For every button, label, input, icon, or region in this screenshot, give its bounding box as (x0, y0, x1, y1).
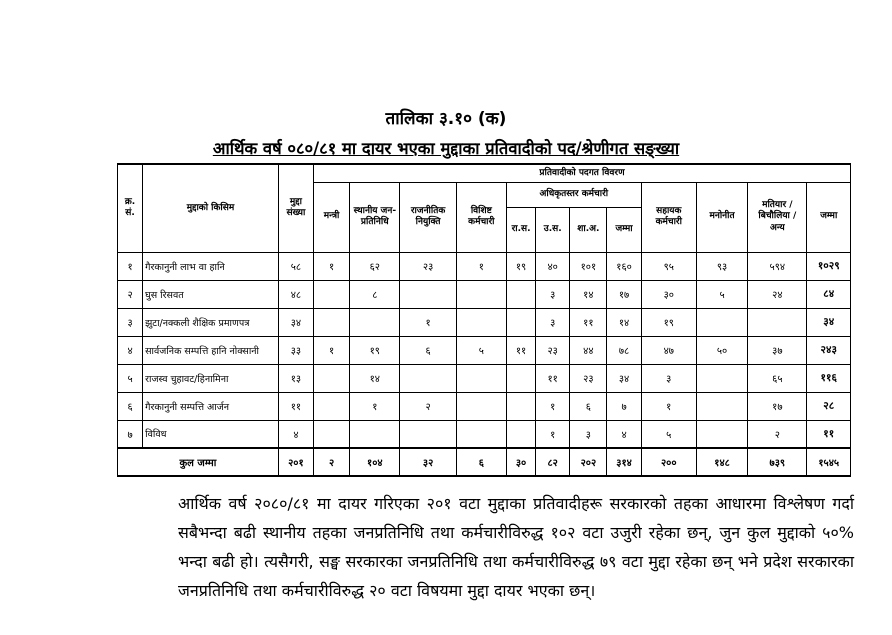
cell-others: ५९४ (748, 252, 807, 280)
cell-nominated: ९३ (696, 252, 747, 280)
cell-assistant: ४७ (641, 336, 696, 364)
cell-nominated (696, 392, 747, 420)
cell-assistant: ९५ (641, 252, 696, 280)
cell-officer-total: ३४ (607, 364, 641, 392)
cell-total: ८४ (807, 280, 851, 308)
cell-type: घुस रिसवत (143, 280, 279, 308)
cell-assistant: ५ (641, 420, 696, 448)
cell-special (456, 420, 506, 448)
header-local-rep: स्थानीय जन-प्रतिनिधि (350, 182, 400, 252)
cell-so: ६ (570, 392, 607, 420)
total-special: ६ (456, 448, 506, 476)
table-row (118, 392, 851, 420)
total-nominated: १४८ (696, 448, 747, 476)
header-case-type: मुद्दाको किसिम (143, 164, 279, 252)
header-minister: मन्त्री (314, 182, 350, 252)
cell-special (456, 392, 506, 420)
cell-political (400, 420, 456, 448)
cell-political (400, 364, 456, 392)
cell-sn: ५ (118, 364, 143, 392)
cell-ss (506, 364, 535, 392)
cell-special (456, 280, 506, 308)
total-local: १०४ (350, 448, 400, 476)
cell-ss: ११ (506, 336, 535, 364)
cell-ss (506, 308, 535, 336)
cell-minister (314, 392, 350, 420)
header-others: मतियार / बिचौलिया / अन्य (748, 182, 807, 252)
cell-others: २ (748, 420, 807, 448)
cell-local: ६२ (350, 252, 400, 280)
header-case-count: मुद्दा संख्या (278, 164, 313, 252)
defendant-table (117, 163, 851, 477)
header-defendant-details: प्रतिवादीको पदगत विवरण (314, 164, 851, 182)
total-officer-total: ३१४ (607, 448, 641, 476)
cell-minister: १ (314, 336, 350, 364)
cell-officer-total: १४ (607, 308, 641, 336)
cell-total: २४३ (807, 336, 851, 364)
header-officer-total: जम्मा (607, 207, 641, 252)
cell-local (350, 420, 400, 448)
cell-us: ११ (536, 364, 570, 392)
table-subtitle: आर्थिक वर्ष ०८०/८१ मा दायर भएका मुद्दाका प्रतिवादीको पद/श्रेणीगत सङ्ख्या (212, 139, 680, 158)
cell-nominated: ५ (696, 280, 747, 308)
table-row (118, 420, 851, 448)
header-officer-staff: अधिकृतस्तर कर्मचारी (506, 182, 641, 207)
header-so: शा.अ. (570, 207, 607, 252)
total-minister: २ (314, 448, 350, 476)
cell-count: ४ (278, 420, 313, 448)
cell-us: ३ (536, 308, 570, 336)
cell-sn: ७ (118, 420, 143, 448)
cell-political: १ (400, 308, 456, 336)
cell-count: १३ (278, 364, 313, 392)
table-row (118, 336, 851, 364)
cell-special (456, 364, 506, 392)
total-political: ३२ (400, 448, 456, 476)
cell-ss (506, 392, 535, 420)
cell-political: २ (400, 392, 456, 420)
total-us: ८२ (536, 448, 570, 476)
cell-total: ३४ (807, 308, 851, 336)
cell-local: १ (350, 392, 400, 420)
cell-minister (314, 420, 350, 448)
cell-sn: ३ (118, 308, 143, 336)
cell-count: ३३ (278, 336, 313, 364)
total-so: २०२ (570, 448, 607, 476)
cell-others: ३७ (748, 336, 807, 364)
header-total: जम्मा (807, 182, 851, 252)
cell-local: १९ (350, 336, 400, 364)
cell-us: १ (536, 420, 570, 448)
cell-sn: ४ (118, 336, 143, 364)
cell-so: ३ (570, 420, 607, 448)
cell-count: ३४ (278, 308, 313, 336)
cell-nominated (696, 420, 747, 448)
cell-ss (506, 280, 535, 308)
cell-us: १ (536, 392, 570, 420)
cell-assistant: ३ (641, 364, 696, 392)
table-row (118, 364, 851, 392)
cell-assistant: १९ (641, 308, 696, 336)
cell-type: सार्वजनिक सम्पत्ति हानि नोक्सानी (143, 336, 279, 364)
total-row (118, 448, 851, 476)
cell-sn: २ (118, 280, 143, 308)
table-row (118, 308, 851, 336)
header-political-appt: राजनीतिक नियुक्ति (400, 182, 456, 252)
cell-assistant: ३० (641, 280, 696, 308)
cell-officer-total: १६० (607, 252, 641, 280)
cell-special: १ (456, 252, 506, 280)
cell-type: गैरकानुनी लाभ वा हानि (143, 252, 279, 280)
cell-type: विविध (143, 420, 279, 448)
cell-us: ३ (536, 280, 570, 308)
total-label: कुल जम्मा (118, 448, 279, 476)
cell-nominated: ५० (696, 336, 747, 364)
cell-so: ४४ (570, 336, 607, 364)
cell-others: १७ (748, 392, 807, 420)
table-row (118, 280, 851, 308)
cell-count: ४८ (278, 280, 313, 308)
total-grand: १५४५ (807, 448, 851, 476)
header-special-staff: विशिष्ट कर्मचारी (456, 182, 506, 252)
header-assistant-staff: सहायक कर्मचारी (641, 182, 696, 252)
cell-count: ११ (278, 392, 313, 420)
cell-minister (314, 364, 350, 392)
cell-local: १४ (350, 364, 400, 392)
header-ss: रा.स. (506, 207, 535, 252)
cell-us: २३ (536, 336, 570, 364)
table-title: तालिका ३.१० (क) (385, 109, 507, 129)
cell-so: १४ (570, 280, 607, 308)
cell-officer-total: ७ (607, 392, 641, 420)
cell-officer-total: ४ (607, 420, 641, 448)
total-assistant: २०० (641, 448, 696, 476)
cell-sn: १ (118, 252, 143, 280)
cell-count: ५८ (278, 252, 313, 280)
cell-total: २८ (807, 392, 851, 420)
cell-others: ६५ (748, 364, 807, 392)
cell-so: १०१ (570, 252, 607, 280)
cell-ss (506, 420, 535, 448)
analysis-paragraph: आर्थिक वर्ष २०८०/८१ मा दायर गरिएका २०१ वटा मुद्दाका प्रतिवादीहरू सरकारको तहका आधारमा विश्लेषण गर्दा सबैभन्दा बढी स्थानीय तहका जनप्रतिनिधि तथा कर्मचारीविरुद्ध १०२ वटा उजुरी रहेका छन्, जुन कुल मुद्दाको ५०% भन्दा बढी हो। त्यसैगरी, सङ्घ सरकारका जनप्रतिनिधि तथा कर्मचारीविरुद्ध ७९ वटा मुद्दा रहेका छन् भने प्रदेश सरकारका जनप्रतिनिधि तथा कर्मचारीविरुद्ध २० वटा विषयमा मुद्दा दायर भएका छन्। (178, 494, 854, 600)
cell-minister: १ (314, 252, 350, 280)
total-count: २०१ (278, 448, 313, 476)
cell-type: गैरकानुनी सम्पत्ति आर्जन (143, 392, 279, 420)
cell-local (350, 308, 400, 336)
header-nominated: मनोनीत (696, 182, 747, 252)
cell-political: २३ (400, 252, 456, 280)
cell-special (456, 308, 506, 336)
cell-political: ६ (400, 336, 456, 364)
cell-so: २३ (570, 364, 607, 392)
total-ss: ३० (506, 448, 535, 476)
cell-us: ४० (536, 252, 570, 280)
cell-type: झुटा/नक्कली शैक्षिक प्रमाणपत्र (143, 308, 279, 336)
cell-total: १०२९ (807, 252, 851, 280)
cell-so: ११ (570, 308, 607, 336)
cell-total: ११ (807, 420, 851, 448)
cell-officer-total: ७८ (607, 336, 641, 364)
cell-type: राजस्व चुहावट/हिनामिना (143, 364, 279, 392)
cell-others: २४ (748, 280, 807, 308)
cell-minister (314, 308, 350, 336)
cell-nominated (696, 308, 747, 336)
header-us: उ.स. (536, 207, 570, 252)
cell-sn: ६ (118, 392, 143, 420)
cell-total: ११६ (807, 364, 851, 392)
cell-officer-total: १७ (607, 280, 641, 308)
cell-nominated (696, 364, 747, 392)
cell-assistant: १ (641, 392, 696, 420)
header-sn: क्र. सं. (118, 164, 143, 252)
total-others: ७३९ (748, 448, 807, 476)
cell-political (400, 280, 456, 308)
cell-minister (314, 280, 350, 308)
cell-special: ५ (456, 336, 506, 364)
table-row (118, 252, 851, 280)
cell-others (748, 308, 807, 336)
cell-ss: १९ (506, 252, 535, 280)
cell-local: ८ (350, 280, 400, 308)
